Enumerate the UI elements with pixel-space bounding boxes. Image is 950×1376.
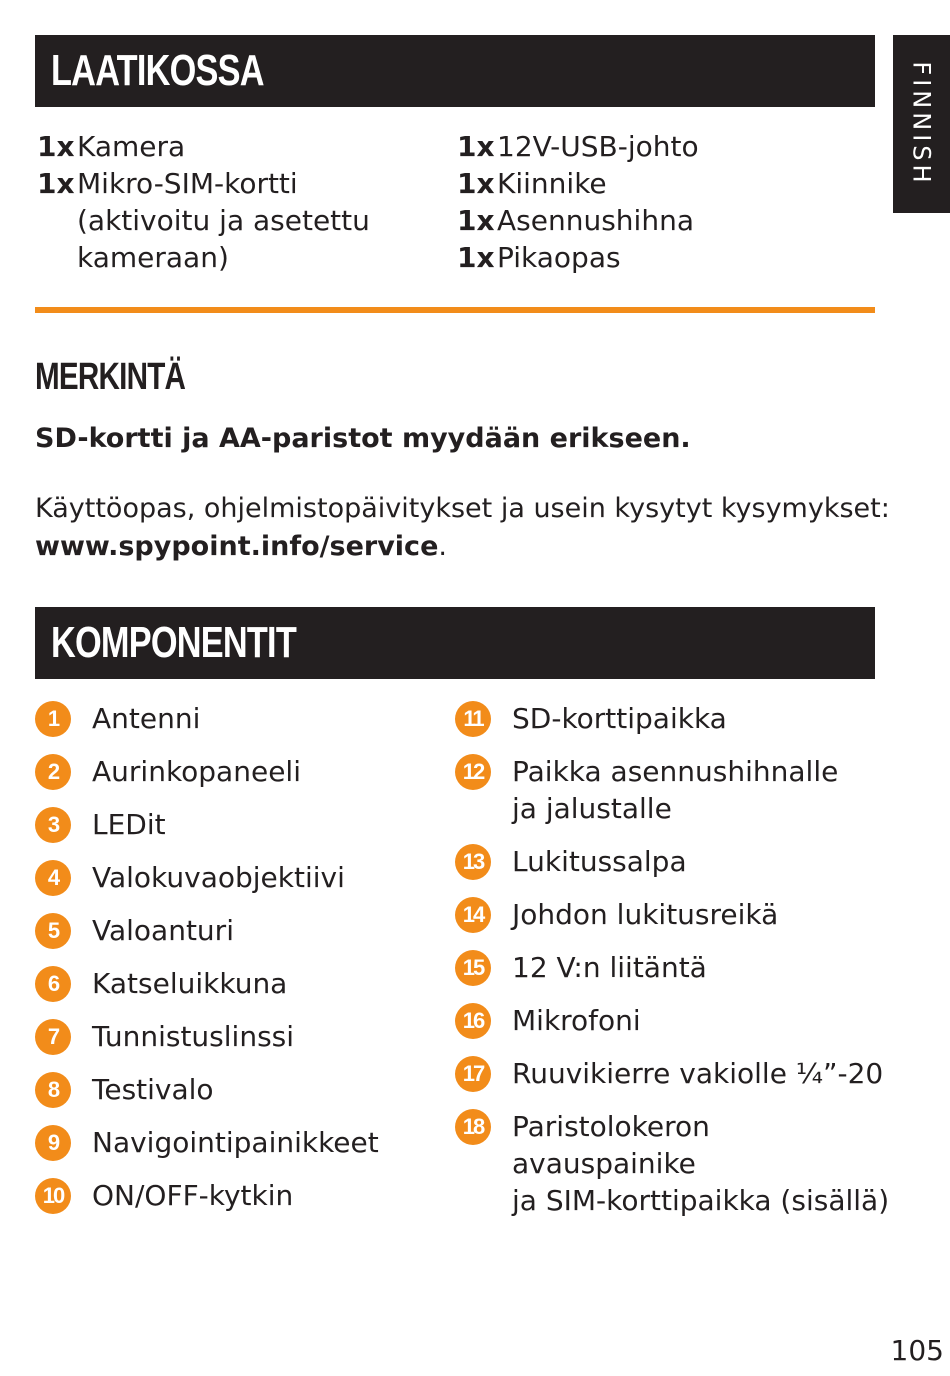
section-divider <box>35 307 875 313</box>
component-label: SD-korttipaikka <box>512 702 727 735</box>
component-label: Katseluikkuna <box>92 967 288 1000</box>
number-badge: 7 <box>35 1019 71 1055</box>
number-badge: 11 <box>455 701 491 737</box>
number-badge: 8 <box>35 1072 71 1108</box>
in-the-box-heading: LAATIKOSSA <box>51 46 264 95</box>
component-label: Tunnistuslinssi <box>92 1020 295 1053</box>
component-label: Antenni <box>92 702 201 735</box>
number-badge: 6 <box>35 966 71 1002</box>
list-item <box>457 165 867 202</box>
number-badge: 2 <box>35 754 71 790</box>
note-bold-line: SD-kortti ja AA-paristot myydään erikseen. <box>35 423 691 454</box>
number-badge: 1 <box>35 701 71 737</box>
component-label: ON/OFF-kytkin <box>92 1179 294 1212</box>
component-label: LEDit <box>92 808 166 841</box>
components-heading-bar <box>35 607 875 679</box>
note-paragraph <box>35 490 895 566</box>
component-item <box>35 753 435 790</box>
note-url-suffix: . <box>438 531 447 562</box>
item-quantity: 1x <box>457 130 495 163</box>
number-badge: 17 <box>455 1056 491 1092</box>
component-item <box>35 1177 435 1214</box>
component-item <box>35 700 435 737</box>
number-badge: 14 <box>455 897 491 933</box>
item-name: Mikro-SIM-kortti (aktivoitu ja asetettu kameraan) <box>77 167 370 274</box>
component-label: Valokuvaobjektiivi <box>92 861 345 894</box>
list-item <box>37 165 437 276</box>
component-item <box>35 806 435 843</box>
component-label: Paristolokeron avauspainike ja SIM-korttipaikka (sisällä) <box>512 1110 890 1217</box>
list-item <box>37 128 437 165</box>
components-list-right <box>455 700 895 1235</box>
component-label: Navigointipainikkeet <box>92 1126 379 1159</box>
component-item <box>455 1108 895 1219</box>
in-the-box-heading-bar <box>35 35 875 107</box>
components-list-left <box>35 700 435 1230</box>
component-item <box>455 1055 895 1092</box>
list-item <box>457 239 867 276</box>
item-quantity: 1x <box>37 167 75 200</box>
number-badge: 5 <box>35 913 71 949</box>
number-badge: 13 <box>455 844 491 880</box>
item-quantity: 1x <box>457 204 495 237</box>
item-name: Kamera <box>77 130 186 163</box>
component-label: Mikrofoni <box>512 1004 641 1037</box>
component-item <box>35 912 435 949</box>
component-item <box>455 700 895 737</box>
component-label: Ruuvikierre vakiolle ¼”-20 <box>512 1057 884 1090</box>
number-badge: 4 <box>35 860 71 896</box>
component-label: Testivalo <box>92 1073 214 1106</box>
list-item <box>457 202 867 239</box>
item-quantity: 1x <box>457 241 495 274</box>
item-name: Pikaopas <box>497 241 621 274</box>
component-item <box>455 1002 895 1039</box>
number-badge: 9 <box>35 1125 71 1161</box>
number-badge: 15 <box>455 950 491 986</box>
number-badge: 3 <box>35 807 71 843</box>
item-quantity: 1x <box>457 167 495 200</box>
in-the-box-list-right <box>457 128 867 276</box>
component-item <box>455 949 895 986</box>
page-number: 105 <box>890 1334 944 1367</box>
component-label: Valoanturi <box>92 914 234 947</box>
component-item <box>455 843 895 880</box>
component-item <box>35 1124 435 1161</box>
component-item <box>35 965 435 1002</box>
component-label: Lukitussalpa <box>512 845 687 878</box>
component-item <box>35 1018 435 1055</box>
language-tab-label: FINNISH <box>907 61 936 187</box>
number-badge: 10 <box>35 1178 71 1214</box>
language-tab <box>893 35 950 213</box>
components-heading: KOMPONENTIT <box>51 618 297 667</box>
item-name: 12V-USB-johto <box>497 130 699 163</box>
list-item <box>457 128 867 165</box>
component-item <box>35 1071 435 1108</box>
component-label: Johdon lukitusreikä <box>512 898 779 931</box>
number-badge: 18 <box>455 1109 491 1145</box>
service-link[interactable]: www.spypoint.info/service <box>35 531 439 562</box>
note-text: Käyttöopas, ohjelmistopäivitykset ja usein kysytyt kysymykset: <box>35 493 890 524</box>
component-item <box>455 896 895 933</box>
note-heading-text: MERKINTÄ <box>35 356 186 398</box>
component-label: Paikka asennushihnalle ja jalustalle <box>512 755 839 825</box>
component-label: Aurinkopaneeli <box>92 755 301 788</box>
in-the-box-list-left <box>37 128 437 276</box>
item-quantity: 1x <box>37 130 75 163</box>
item-name: Kiinnike <box>497 167 607 200</box>
number-badge: 12 <box>455 754 491 790</box>
note-heading <box>35 356 228 399</box>
item-name: Asennushihna <box>497 204 694 237</box>
number-badge: 16 <box>455 1003 491 1039</box>
component-item <box>35 859 435 896</box>
component-label: 12 V:n liitäntä <box>512 951 707 984</box>
component-item <box>455 753 895 827</box>
